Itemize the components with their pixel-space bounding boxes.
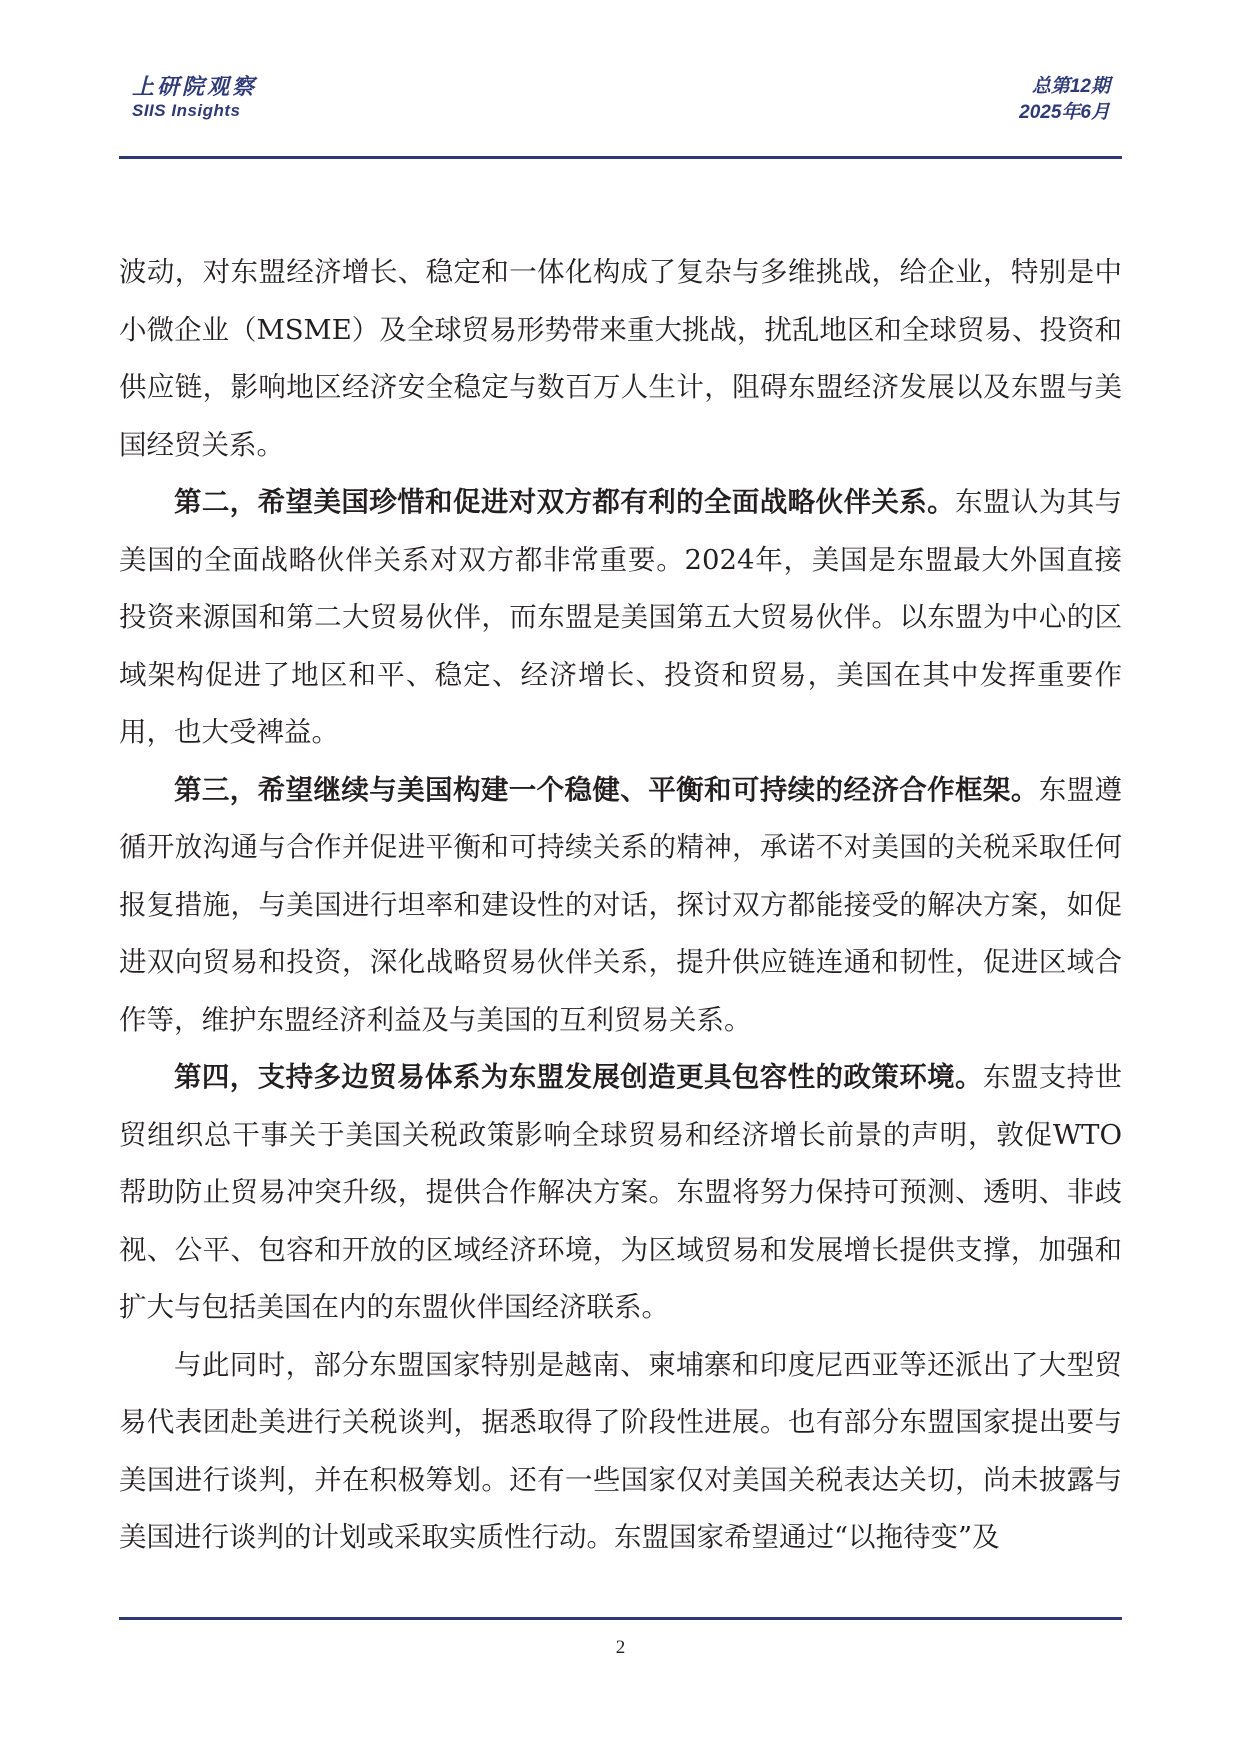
issue-date: 2025年6月 [1019, 102, 1110, 123]
paragraph-text: 与此同时，部分东盟国家特别是越南、柬埔寨和印度尼西亚等还派出了大型贸易代表团赴美进行关税谈判，据悉取得了阶段性进展。也有部分东盟国家提出要与美国进行谈判，并在积极筹划。还有一些国家仅对美国关税表达关切，尚未披露与美国进行谈判的计划或采取实质性行动。东盟国家希望通过“以拖待变”及 [119, 1348, 1122, 1553]
issue-number: 总第12期 [1031, 76, 1110, 97]
paragraph-lead: 第二，希望美国珍惜和促进对双方都有利的全面战略伙伴关系。 [174, 486, 956, 518]
paragraph-lead: 第四，支持多边贸易体系为东盟发展创造更具包容性的政策环境。 [174, 1061, 983, 1093]
paragraph-text: 波动，对东盟经济增长、稳定和一体化构成了复杂与多维挑战，给企业，特别是中小微企业（MSME）及全球贸易形势带来重大挑战，扰乱地区和全球贸易、投资和供应链，影响地区经济安全稳定与数百万人生计，阻碍东盟经济发展以及东盟与美国经贸关系。 [119, 256, 1122, 461]
paragraph-point-three [119, 762, 1122, 1050]
issue-info [1019, 74, 1110, 126]
paragraph-text: 东盟遵循开放沟通与合作并促进平衡和可持续关系的精神，承诺不对美国的关税采取任何报复措施，与美国进行坦率和建设性的对话，探讨双方都能接受的解决方案，如促进双向贸易和投资，深化战略贸易伙伴关系，提升供应链连通和韧性，促进区域合作等，维护东盟经济利益及与美国的互利贸易关系。 [119, 773, 1123, 1036]
journal-title-cn: 上研院观察 [132, 74, 258, 100]
paragraph-point-four [119, 1049, 1122, 1337]
journal-title-en: SIIS Insights [132, 101, 241, 120]
header-divider [119, 156, 1122, 159]
journal-logo [132, 74, 257, 121]
paragraph-text: 东盟认为其与美国的全面战略伙伴关系对双方都非常重要。2024年，美国是东盟最大外国直接投资来源国和第二大贸易伙伴，而东盟是美国第五大贸易伙伴。以东盟为中心的区域架构促进了地区和平、稳定、经济增长、投资和贸易，美国在其中发挥重要作用，也大受裨益。 [119, 486, 1123, 748]
article-body [119, 244, 1122, 1567]
paragraph-negotiations [119, 1337, 1122, 1567]
paragraph-text: 东盟支持世贸组织总干事关于美国关税政策影响全球贸易和经济增长前景的声明，敦促WTO帮助防止贸易冲突升级，提供合作解决方案。东盟将努力保持可预测、透明、非歧视、公平、包容和开放的区域经济环境，为区域贸易和发展增长提供支撑，加强和扩大与包括美国在内的东盟伙伴国经济联系。 [119, 1061, 1122, 1323]
paragraph-lead: 第三，希望继续与美国构建一个稳健、平衡和可持续的经济合作框架。 [174, 773, 1039, 806]
paragraph-point-two [119, 474, 1122, 762]
footer-divider [119, 1617, 1122, 1620]
paragraph-continuation [119, 244, 1122, 474]
page-number: 2 [615, 1637, 626, 1658]
